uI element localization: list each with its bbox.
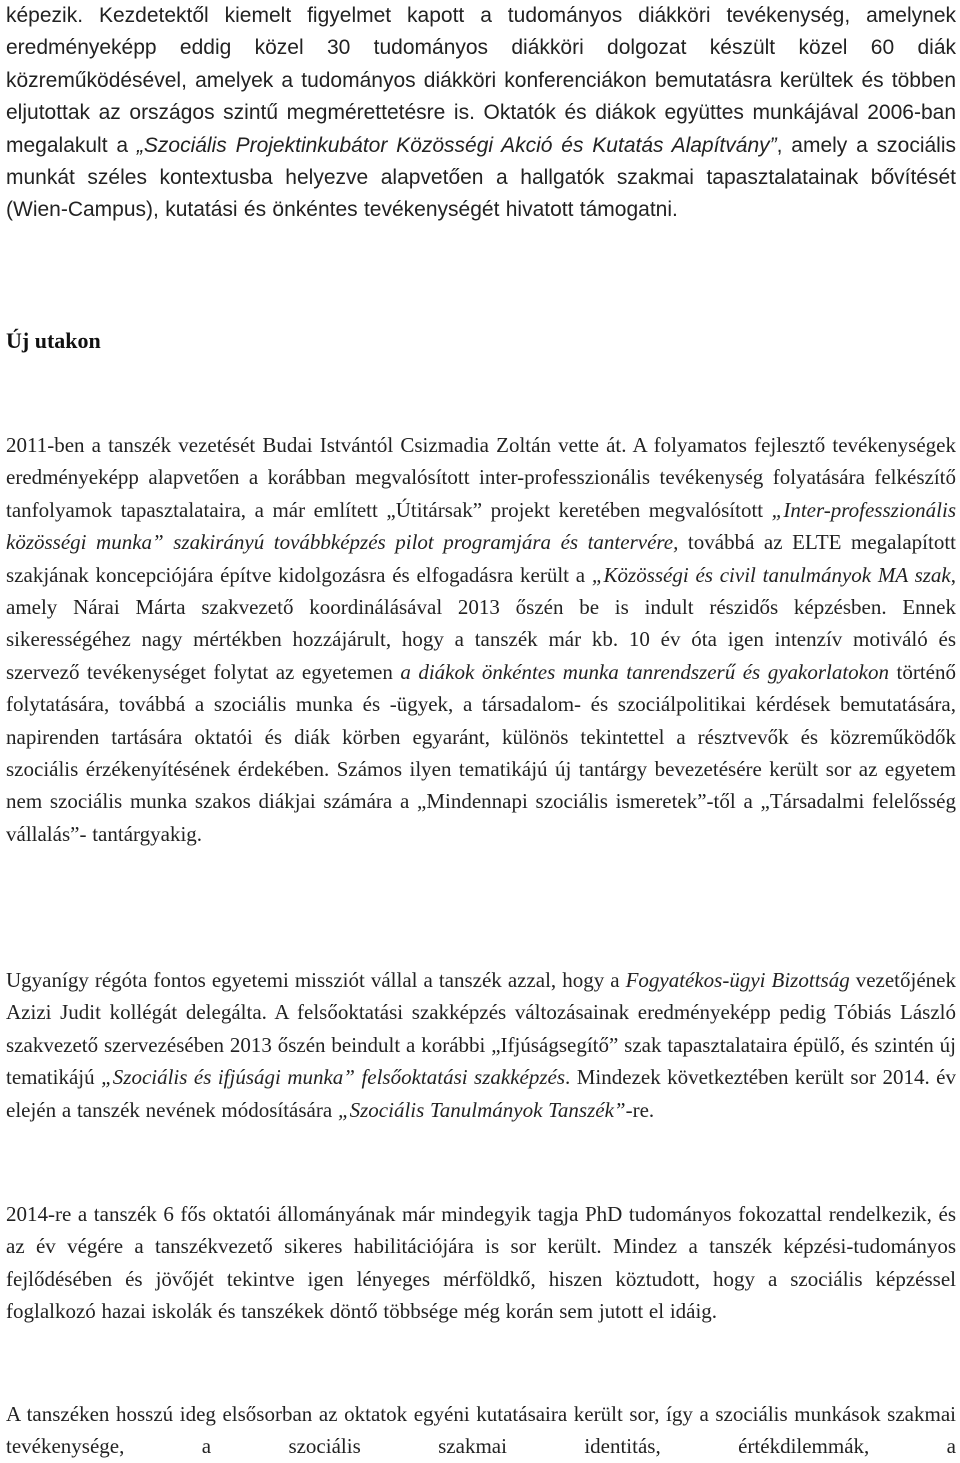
- department-new-name: „Szociális Tanulmányok Tanszék”: [337, 1097, 626, 1122]
- paragraph-research: A tanszéken hosszú ideg elsősorban az oktatok egyéni kutatásaira került sor, így a szociális munkások szakmai tevékenysége, a szociális szakmai identitás, értékdilemmák, a: [6, 1402, 956, 1459]
- vocational-training-name: „Szociális és ifjúsági munka” felsőoktatási szakképzés: [101, 1065, 566, 1090]
- volunteer-work-phrase: a diákok önkéntes munka tanrendszerű és gyakorlatokon: [400, 659, 889, 684]
- paragraph-new-ways-text-3: , amely Nárai Márta szakvezető koordinálásával 2013 őszén be is indult részidős képzésben. Ennek sikerességéhez nagy mértékben hozzájárult, hogy a tanszék már kb. 10 év óta igen intenzív motiváló és szervező tevékenységet folytat az egyetemen: [6, 562, 956, 684]
- paragraph-new-ways-text-2: továbbá az ELTE megalapított szakjának koncepciójára építve kidolgozásra és elfogadásra került a: [6, 530, 956, 587]
- section-heading: Új utakon: [6, 328, 101, 353]
- paragraph-intro-text-end: , amely a szociális munkát széles kontextusba helyezve alapvetően a hallgatók szakmai tapasztalatainak bővítését (Wien-Campus), kutatási és önkéntes tevékenységét hivatott támogatni.: [6, 133, 957, 222]
- training-program-name: „Inter-professzionális közösségi munka” szakirányú továbbképzés pilot programjára és tantervére,: [6, 497, 956, 555]
- ma-program-name: „Közösségi és civil tanulmányok MA szak: [591, 562, 951, 587]
- paragraph-phd: 2014-re a tanszék 6 fős oktatói állományának már mindegyik tagja PhD tudományos fokozattal rendelkezik, és az év végére a tanszékvezető sikeres habilitációjára is sor került. Mindez a tanszék képzési-tudományos fejlődésében és jövőjét tekintve igen lényeges mérföldkő, hiszen köztudott, hogy a szociális képzéssel foglalkozó hazai iskolák és tanszékek döntő többsége még korán sem jutott el idáig.: [6, 1202, 956, 1324]
- foundation-name: „Szociális Projektinkubátor Közösségi Akció és Kutatás Alapítvány”: [136, 133, 777, 157]
- paragraph-mission-text-3: . Mindezek következtében került sor 2014. év elején a tanszék nevének módosítására: [6, 1065, 956, 1122]
- paragraph-new-ways-text: 2011-ben a tanszék vezetését Budai Istvántól Csizmadia Zoltán vette át. A folyamatos fejlesztő tevékenységek eredményeképp alapvetően a korábban megvalósított inter-professzionális tevékenység folyatására felkészítő tanfolyamok tapasztalataira, a már említett „Útitársak” projekt keretében megvalósított: [6, 433, 956, 522]
- paragraph-mission-text: Ugyanígy régóta fontos egyetemi missziót vállal a tanszék azzal, hogy a: [6, 968, 626, 992]
- paragraph-intro: [6, 0, 956, 227]
- committee-name: Fogyatékos-ügyi Bizottság: [625, 968, 850, 992]
- paragraph-intro-text: képezik. Kezdetektől kiemelt figyelmet kapott a tudományos diákköri tevékenység, amelynek eredményeképp eddig közel 30 tudományos diákköri dolgozat készült közel 60 diák közreműködésével, amelyek a tudományos diákköri konferenciákon bemutatásra kerültek és többen eljutottak az országos szintű megmérettetésre is. Oktatók és diákok együttes munkájával 2006-ban megalakult a: [6, 4, 956, 157]
- paragraph-mission: [6, 964, 956, 1126]
- paragraph-mission-text-2: vezetőjének Azizi Judit kollégát delegálta. A felsőoktatási szakképzés változásainak eredményeképp pedig Tóbiás László szakvezető szervezésében 2013 őszén beindult a korábbi „Ifjúságsegítő” szak tapasztalataira épülő, és szintén új tematikájú: [6, 968, 956, 1090]
- paragraph-new-ways-text-4: történő folytatására, továbbá a szociális munka és -ügyek, a társadalom- és szociálpolitikai kérdések bemutatására, napirenden tartására oktatói és diák körben egyaránt, különös tekintettel a résztvevők és közreműködők szociális érzékenyítésének érdekében. Számos ilyen tematikájú új tantárgy bevezetésére került sor az egyetem nem szociális munka szakos diákjai számára a „Mindennapi szociális ismeretek”-től a „Társadalmi felelősség vállalás”- tantárgyakig.: [6, 659, 956, 846]
- paragraph-new-ways: [6, 429, 956, 850]
- paragraph-mission-text-4: -re.: [625, 1097, 655, 1122]
